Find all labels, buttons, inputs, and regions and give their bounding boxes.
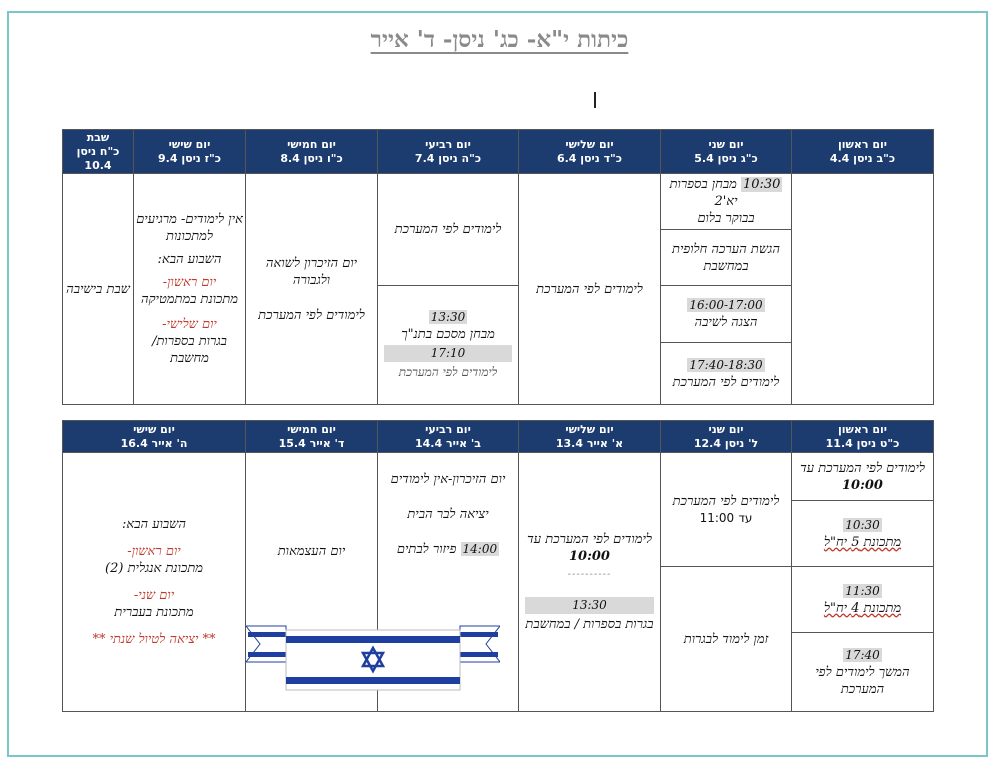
week2-header-row <box>63 421 934 453</box>
week1-header-tuesday: יום שלישי כ"ד ניסן 6.4 <box>519 130 661 174</box>
week2-sunday-slot-3: 11:30 מתכונת 4 יח"ל <box>792 567 934 633</box>
week1-header-monday: יום שני כ"ג ניסן 5.4 <box>661 130 792 174</box>
week1-header-thursday: יום חמישי כ"ו ניסן 8.4 <box>246 130 378 174</box>
week1-sunday-cell <box>792 174 934 405</box>
week1-monday-slot-3: 16:00-17:00 הצגה לשיבה <box>661 286 792 343</box>
week2-header-monday: יום שני ל' ניסן 12.4 <box>661 421 792 453</box>
week1-monday-slot-1: 10:30 מבחן בספרות יא'2 בבוקר בלום <box>661 174 792 230</box>
week2-header-thursday: יום חמישי ד' אייר 15.4 <box>246 421 378 453</box>
week1-header-friday: יום שישי כ"ז ניסן 9.4 <box>134 130 246 174</box>
schedule-week-1 <box>62 129 934 405</box>
week1-friday-cell: אין לימודים- מרגיעים למתכונות השבוע הבא: יום ראשון- מתכונת במתמטיקה יום שלישי- בגרות בספרות/ מחשבת <box>134 174 246 405</box>
week2-header-tuesday: יום שלישי א' אייר 13.4 <box>519 421 661 453</box>
week1-wednesday-top: לימודים לפי המערכת <box>378 174 519 286</box>
week2-monday-bottom: זמן לימוד לבגרות <box>661 567 792 712</box>
week1-saturday-cell: שבת בישיבה <box>63 174 134 405</box>
week1-tuesday-cell: לימודים לפי המערכת <box>519 174 661 405</box>
week2-sunday-slot-2: 10:30 מתכונת 5 יח"ל <box>792 501 934 567</box>
week2-header-friday: יום שישי ה' אייר 16.4 <box>63 421 246 453</box>
week2-sunday-slot-4: 17:40 המשך לימודים לפי המערכת <box>792 633 934 712</box>
week1-thursday-cell: יום הזיכרון לשואה ולגבורה לימודים לפי המערכת <box>246 174 378 405</box>
week1-header-row <box>63 130 934 174</box>
week2-thursday-cell: יום העצמאות <box>246 453 378 712</box>
page-title: כיתות י"א- כג' ניסן- ד' אייר <box>370 26 629 53</box>
week2-header-sunday: יום ראשון כ"ט ניסן 11.4 <box>792 421 934 453</box>
week1-header-wednesday: יום רביעי כ"ה ניסן 7.4 <box>378 130 519 174</box>
week1-wednesday-bottom: 13:30 מבחן מסכם בתנ"ך 17:10 לימודים לפי המערכת <box>378 286 519 405</box>
text-cursor <box>594 92 596 108</box>
week2-sunday-slot-1: לימודים לפי המערכת עד 10:00 <box>792 453 934 501</box>
week1-monday-slot-4: 17:40-18:30 לימודים לפי המערכת <box>661 343 792 405</box>
week2-monday-top: לימודים לפי המערכת עד 11:00 <box>661 453 792 567</box>
week1-monday-slot-2: הגשת הערכה חלופית במחשבת <box>661 230 792 286</box>
week2-friday-cell: השבוע הבא: יום ראשון- מתכונת אנגלית (2) יום שני- מתכונת בעברית ** יציאה לטיול שנתי ** <box>63 453 246 712</box>
week2-header-wednesday: יום רביעי ב' אייר 14.4 <box>378 421 519 453</box>
week2-wednesday-cell: יום הזיכרון-אין לימודים יציאה לבר הבית 14:00 פיזור לבתים <box>378 453 519 712</box>
week1-header-saturday: שבת כ"ח ניסן 10.4 <box>63 130 134 174</box>
week1-header-sunday: יום ראשון כ"ב ניסן 4.4 <box>792 130 934 174</box>
israel-flag-icon <box>246 618 500 694</box>
week2-tuesday-cell: לימודים לפי המערכת עד 10:00 ---------- 13:30 בגרות בספרות / במחשבת <box>519 453 661 712</box>
